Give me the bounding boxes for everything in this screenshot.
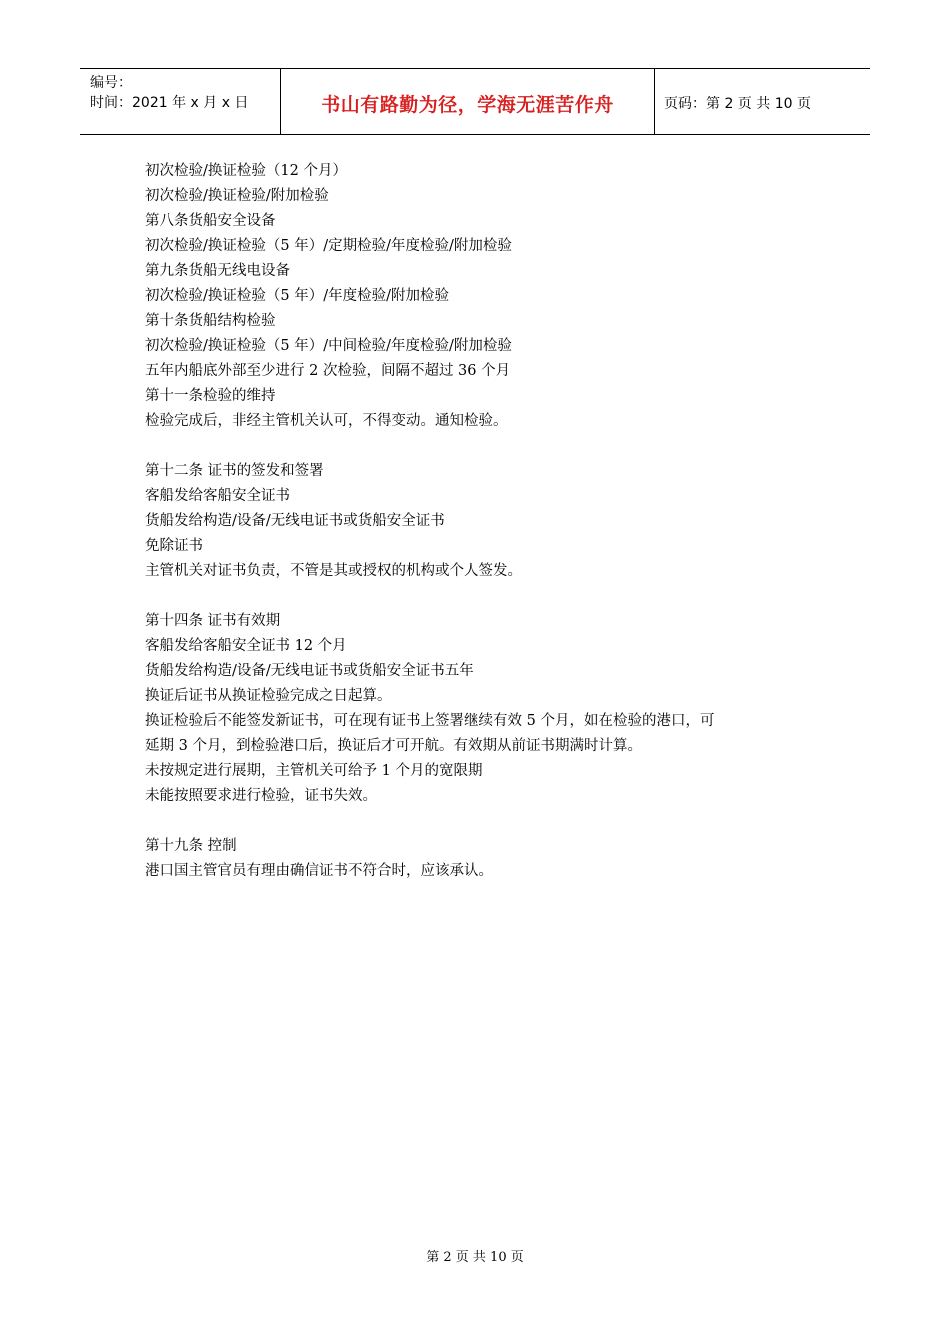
body-line: 货船发给构造/设备/无线电证书或货船安全证书	[145, 513, 445, 529]
blank-line	[145, 584, 835, 609]
body-line: 客船发给客船安全证书	[145, 488, 290, 504]
page-footer: 第 2 页 共 10 页	[426, 1250, 524, 1265]
body-line: 客船发给客船安全证书 12 个月	[145, 638, 347, 654]
body-line: 初次检验/换证检验（5 年）/定期检验/年度检验/附加检验	[145, 238, 512, 254]
header-page-cell	[655, 69, 870, 134]
body-line: 货船发给构造/设备/无线电证书或货船安全证书五年	[145, 663, 474, 679]
body-line: 换证后证书从换证检验完成之日起算。	[145, 688, 392, 704]
body-line: 初次检验/换证检验（12 个月）	[145, 163, 347, 179]
body-line: 港口国主管官员有理由确信证书不符合时，应该承认。	[145, 863, 493, 879]
body-line: 初次检验/换证检验/附加检验	[145, 188, 329, 204]
body-line: 第八条货船安全设备	[145, 213, 276, 229]
body-line: 第十条货船结构检验	[145, 313, 276, 329]
document-number-label: 编号：	[90, 75, 132, 91]
body-line: 换证检验后不能签发新证书，可在现有证书上签署继续有效 5 个月，如在检验的港口，可	[145, 713, 715, 729]
body-line: 免除证书	[145, 538, 203, 554]
body-line: 第十二条 证书的签发和签署	[145, 463, 324, 479]
body-line: 第九条货船无线电设备	[145, 263, 290, 279]
body-line: 第十一条检验的维持	[145, 388, 276, 404]
body-line: 检验完成后，非经主管机关认可，不得变动。通知检验。	[145, 413, 508, 429]
header-motto-cell	[281, 69, 655, 134]
body-line: 第十四条 证书有效期	[145, 613, 281, 629]
body-line: 主管机关对证书负责，不管是其或授权的机构或个人签发。	[145, 563, 522, 579]
body-line: 未能按照要求进行检验，证书失效。	[145, 788, 377, 804]
document-date-label: 时间：2021 年 x 月 x 日	[90, 95, 249, 111]
header-meta	[80, 69, 281, 134]
body-line: 初次检验/换证检验（5 年）/年度检验/附加检验	[145, 288, 449, 304]
body-line: 初次检验/换证检验（5 年）/中间检验/年度检验/附加检验	[145, 338, 512, 354]
blank-line	[145, 434, 835, 459]
body-line: 五年内船底外部至少进行 2 次检验，间隔不超过 36 个月	[145, 363, 511, 379]
document-body	[145, 159, 835, 884]
body-line: 未按规定进行展期，主管机关可给予 1 个月的宽限期	[145, 763, 483, 779]
header-page-number: 页码：第 2 页 共 10 页	[664, 96, 811, 112]
header-motto: 书山有路勤为径，学海无涯苦作舟	[321, 94, 614, 116]
blank-line	[145, 809, 835, 834]
body-line: 第十九条 控制	[145, 838, 237, 854]
page-header	[80, 68, 870, 135]
body-line: 延期 3 个月，到检验港口后，换证后才可开航。有效期从前证书期满时计算。	[145, 738, 642, 754]
